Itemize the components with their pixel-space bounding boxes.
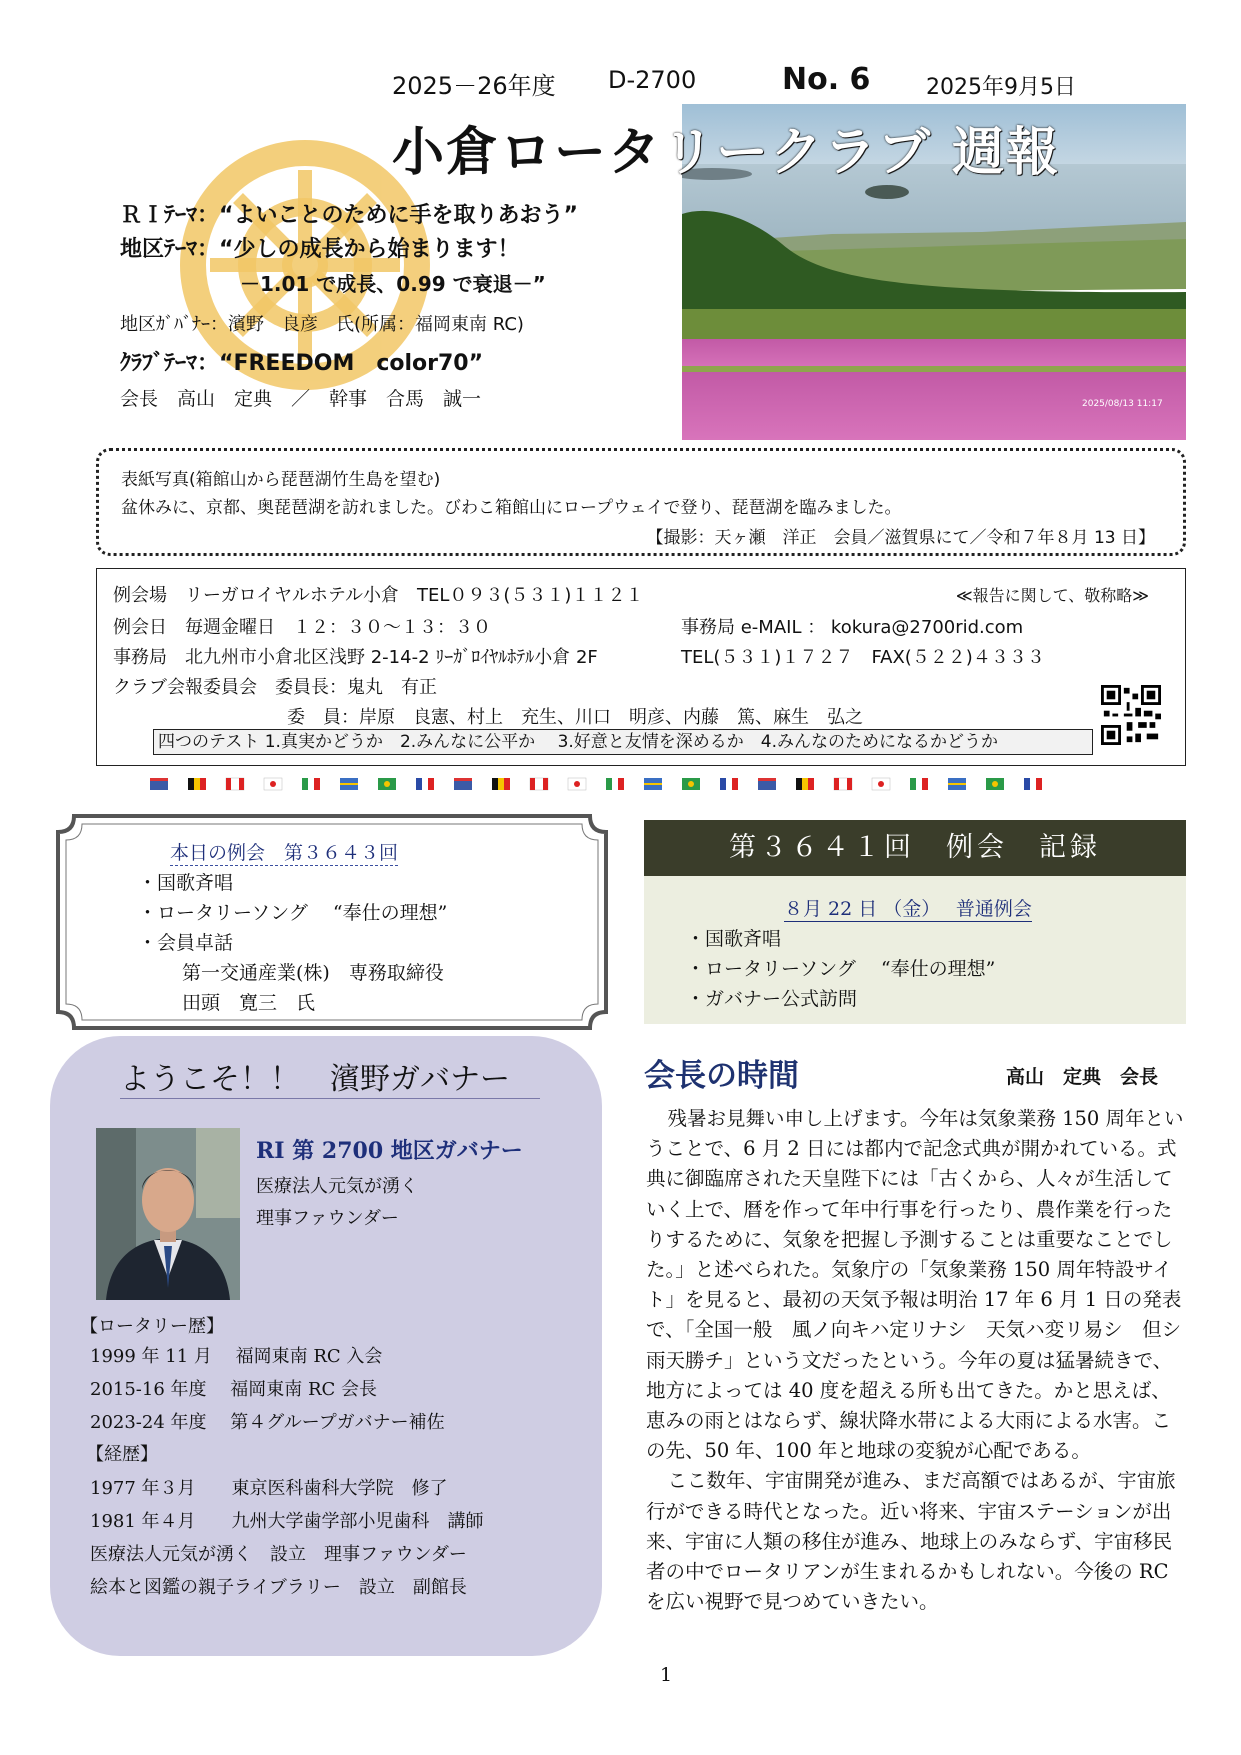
record-item-visit: ・ガバナー公式訪問 xyxy=(686,988,858,1010)
office-phone-fax: TEL(５３１)１７２７ FAX(５２２)４３３３ xyxy=(681,647,1045,668)
today-title: 本日の例会 第３６４３回 xyxy=(170,838,398,866)
four-way-test: 四つのテスト 1.真実かどうか 2.みんなに公平か 3.好意と友情を深めるか 4.みんなのためになるかどうか xyxy=(153,729,1093,755)
issue-number: No. 6 xyxy=(782,62,871,97)
caption-text: 盆休みに、京都、奥琵琶湖を訪れました。びわこ箱館山にロープウェイで登り、琵琶湖を臨みました。 xyxy=(121,498,902,518)
today-meeting-box xyxy=(54,812,610,1032)
newsletter-title xyxy=(392,110,1060,185)
career-3: 医療法人元気が湧く 設立 理事ファウンダー xyxy=(90,1544,467,1565)
club-theme: ｸﾗﾌﾞﾃｰﾏ：“FREEDOM color70” xyxy=(120,351,484,376)
president-paragraph: ここ数年、宇宙開発が進み、まだ高額ではあるが、宇宙旅行ができる時代となった。近い将来、宇宙ステーションが出来、宇宙に人類の移住が進み、地球上のみならず、宇宙移民者の中でロータリアンが生まれるかもしれない。今後の RC を広い視野で見つめていきたい。 xyxy=(646,1469,1176,1614)
governor-org: 医療法人元気が湧く xyxy=(256,1176,418,1197)
welcome-governor-box xyxy=(50,1036,602,1656)
career-2: 1981 年４月 九州大学歯学部小児歯科 講師 xyxy=(90,1511,484,1532)
record-item-anthem: ・国歌斉唱 xyxy=(686,928,782,950)
career-heading: 【経歴】 xyxy=(86,1444,158,1465)
rotary-history-1: 1999 年 11 月 福岡東南 RC 入会 xyxy=(90,1346,383,1367)
speaker-name: 田頭 寛三 氏 xyxy=(182,992,316,1014)
meeting-venue: 例会場 リーガロイヤルホテル小倉 TEL０９３(５３１)１１２１ xyxy=(113,585,644,606)
record-box xyxy=(644,876,1186,1024)
president-column-title: 会長の時間 xyxy=(644,1058,799,1094)
district-code: D-2700 xyxy=(608,66,697,94)
office-email: 事務局 e-MAIL ： kokura@2700rid.com xyxy=(681,617,1024,638)
qr-code-icon[interactable] xyxy=(1101,685,1161,745)
district-governor: 地区ｶﾞﾊﾞﾅｰ：濱野 良彦 氏(所属：福岡東南 RC) xyxy=(120,314,524,335)
governor-role: RI 第 2700 地区ガバナー xyxy=(256,1138,523,1164)
governor-photo xyxy=(96,1128,240,1300)
meeting-day: 例会日 毎週金曜日 １２：３０～１３：３０ xyxy=(113,617,491,638)
governor-org-role: 理事ファウンダー xyxy=(256,1208,399,1229)
today-item-talk: ・会員卓話 xyxy=(138,932,234,954)
club-officers: 会長 高山 定典 ／ 幹事 合馬 誠一 xyxy=(120,388,482,410)
president-column-body xyxy=(646,1104,1188,1617)
caption-title: 表紙写真(箱館山から琵琶湖竹生島を望む) xyxy=(121,470,441,490)
photo-timestamp: 2025/08/13 11:17 xyxy=(1082,399,1163,409)
president-name: 高山 定典 会長 xyxy=(1006,1066,1159,1088)
career-1: 1977 年３月 東京医科歯科大学院 修了 xyxy=(90,1478,448,1499)
title-left: 小倉ロータ xyxy=(392,123,663,183)
record-item-song: ・ロータリーソング “奉仕の理想” xyxy=(686,958,996,980)
record-title: 第３６４１回 例会 記録 xyxy=(644,820,1186,876)
welcome-title: ようこそ！！ 濱野ガバナー xyxy=(120,1054,540,1099)
rotary-history-2: 2015-16 年度 福岡東南 RC 会長 xyxy=(90,1379,378,1400)
fiscal-year: 2025－26年度 xyxy=(392,72,556,100)
president-paragraph: 残暑お見舞い申し上げます。今年は気象業務 150 周年ということで、6 月 2 日には都内で記念式典が開かれている。式典に御臨席された天皇陛下には「古くから、人々が生活していく上で、暦を作って年中行事を行ったり、農作業を行ったりするために、気象を把握し予測することは重要なことでした。」と述べられた。気象庁の「気象業務 150 周年特設サイト」を見ると、最初の天気予報は明治 17 年 6 月 1 日の発表で、「全国一般 風ノ向キハ定リナシ 天気ハ変リ易シ 但シ雨天勝チ」という文だったという。今年の夏は猛暑続きで、地方によっては 40 度を超える所も出てきた。かと思えば、恵みの雨とはならず、線状降水帯による大雨による水害。この先、50 年、100 年と地球の変貌が心配である。 xyxy=(646,1107,1184,1463)
rotary-history-3: 2023-24 年度 第４グループガバナー補佐 xyxy=(90,1412,445,1433)
career-4: 絵本と図鑑の親子ライブラリー 設立 副館長 xyxy=(90,1577,467,1598)
speaker-company: 第一交通産業(株) 専務取締役 xyxy=(182,962,444,984)
club-info-box xyxy=(96,568,1186,766)
title-right: リークラブ 週報 xyxy=(662,123,1061,183)
committee-chair: クラブ会報委員会 委員長：鬼丸 有正 xyxy=(113,677,437,698)
caption-credit: 【撮影：天ヶ瀬 洋正 会員／滋賀県にて／令和７年８月 13 日】 xyxy=(646,528,1155,548)
flags-bunting xyxy=(150,776,1070,792)
cover-caption-box xyxy=(96,448,1186,556)
office-address: 事務局 北九州市小倉北区浅野 2-14-2 ﾘｰｶﾞﾛｲﾔﾙﾎﾃﾙ小倉 2F xyxy=(113,647,598,668)
district-theme: 地区ﾃｰﾏ：“少しの成長から始まります！ xyxy=(120,237,520,262)
honorific-note: ≪報告に関して、敬称略≫ xyxy=(955,586,1149,605)
record-date: ８月 22 日 （金） 普通例会 xyxy=(784,894,1032,922)
rotary-history-heading: 【ロータリー歴】 xyxy=(80,1316,224,1337)
issue-date: 2025年9月5日 xyxy=(926,75,1076,100)
ri-theme: ＲＩﾃｰﾏ：“よいことのために手を取りあおう” xyxy=(120,203,578,228)
today-item-song: ・ロータリーソング “奉仕の理想” xyxy=(138,902,448,924)
committee-members: 委 員：岸原 良憲、村上 充生、川口 明彦、内藤 篤、麻生 弘之 xyxy=(287,707,863,728)
page-number: 1 xyxy=(660,1664,673,1686)
district-theme-sub: －1.01 で成長、0.99 で衰退－” xyxy=(240,272,546,296)
today-item-anthem: ・国歌斉唱 xyxy=(138,872,234,894)
